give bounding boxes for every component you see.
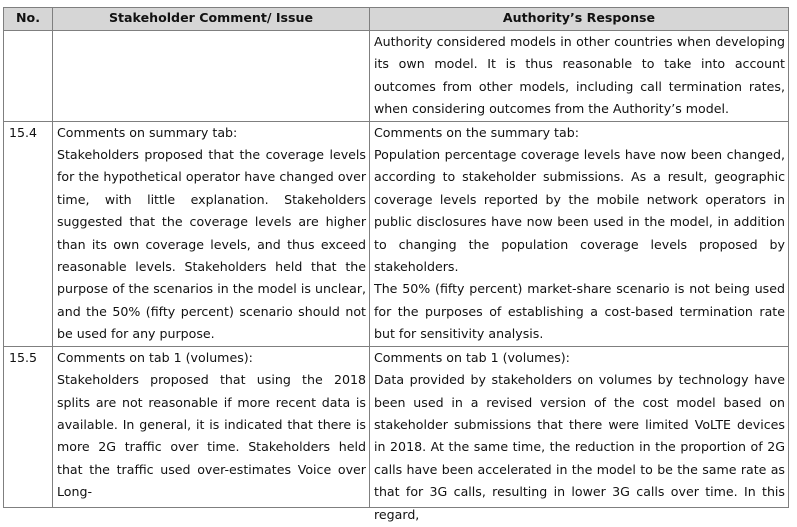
table-row-15-5 bbox=[4, 346, 789, 507]
header-no: No. bbox=[4, 8, 53, 31]
row-number: 15.4 bbox=[4, 121, 53, 346]
comment-text: Stakeholders proposed that using the 2018 splits are not reasonable if more recent data is available. In general, it is indicated that there is more 2G traffic over time. Stakeholders held that the traffic used over-estimates Voice over Long- bbox=[57, 372, 366, 500]
header-stakeholder-comment: Stakeholder Comment/ Issue bbox=[53, 8, 370, 31]
response-heading: Comments on tab 1 (volumes): bbox=[374, 349, 570, 365]
comment-cell-empty bbox=[53, 31, 370, 122]
response-paragraph-2: The 50% (fifty percent) market-share scenario is not being used for the purposes of establishing a cost-based termination rate but for sensitivity analysis. bbox=[374, 281, 785, 342]
comment-text: Stakeholders proposed that the coverage levels for the hypothetical operator have changed over time, with little explanation. Stakeholders suggested that the coverage levels are higher than its own coverage levels, and thus exceed reasonable levels. Stakeholders held that the purpose of the scenarios in the model is unclear, and the 50% (fifty percent) scenario should not be used for any purpose. bbox=[57, 147, 366, 342]
comment-cell bbox=[53, 121, 370, 346]
comment-heading: Comments on tab 1 (volumes): bbox=[57, 349, 253, 365]
response-text: Data provided by stakeholders on volumes by technology have been used in a revised version of the cost model based on stakeholder submissions that there were limited VoLTE devices in 2018. At the same time, the reduction in the proportion of 2G calls have been accelerated in the model to be the same rate as that for 3G calls, resulting in lower 3G calls over time. In this regard, bbox=[374, 372, 785, 522]
response-cell: Authority considered models in other countries when developing its own model. It is thus reasonable to take into account outcomes from other models, including call termination rates, when considering outcomes from the Authority’s model. bbox=[370, 31, 789, 122]
response-cell bbox=[370, 346, 789, 522]
response-paragraph-1: Population percentage coverage levels have now been changed, according to stakeholder submissions. As a result, geographic coverage levels reported by the mobile network operators in public disclosures have now been used in the model, in addition to changing the population coverage levels proposed by stakeholders. bbox=[374, 147, 785, 275]
stakeholder-comments-table bbox=[3, 7, 789, 522]
row-number-empty bbox=[4, 31, 53, 122]
comment-heading: Comments on summary tab: bbox=[57, 124, 238, 140]
row-number: 15.5 bbox=[4, 346, 53, 507]
comment-cell bbox=[53, 346, 370, 507]
response-heading: Comments on the summary tab: bbox=[374, 124, 579, 140]
table-row-15-4 bbox=[4, 121, 789, 346]
table-header-row bbox=[4, 8, 789, 31]
header-authority-response: Authority’s Response bbox=[370, 8, 789, 31]
response-cell bbox=[370, 121, 789, 346]
table-row-continued bbox=[4, 31, 789, 122]
